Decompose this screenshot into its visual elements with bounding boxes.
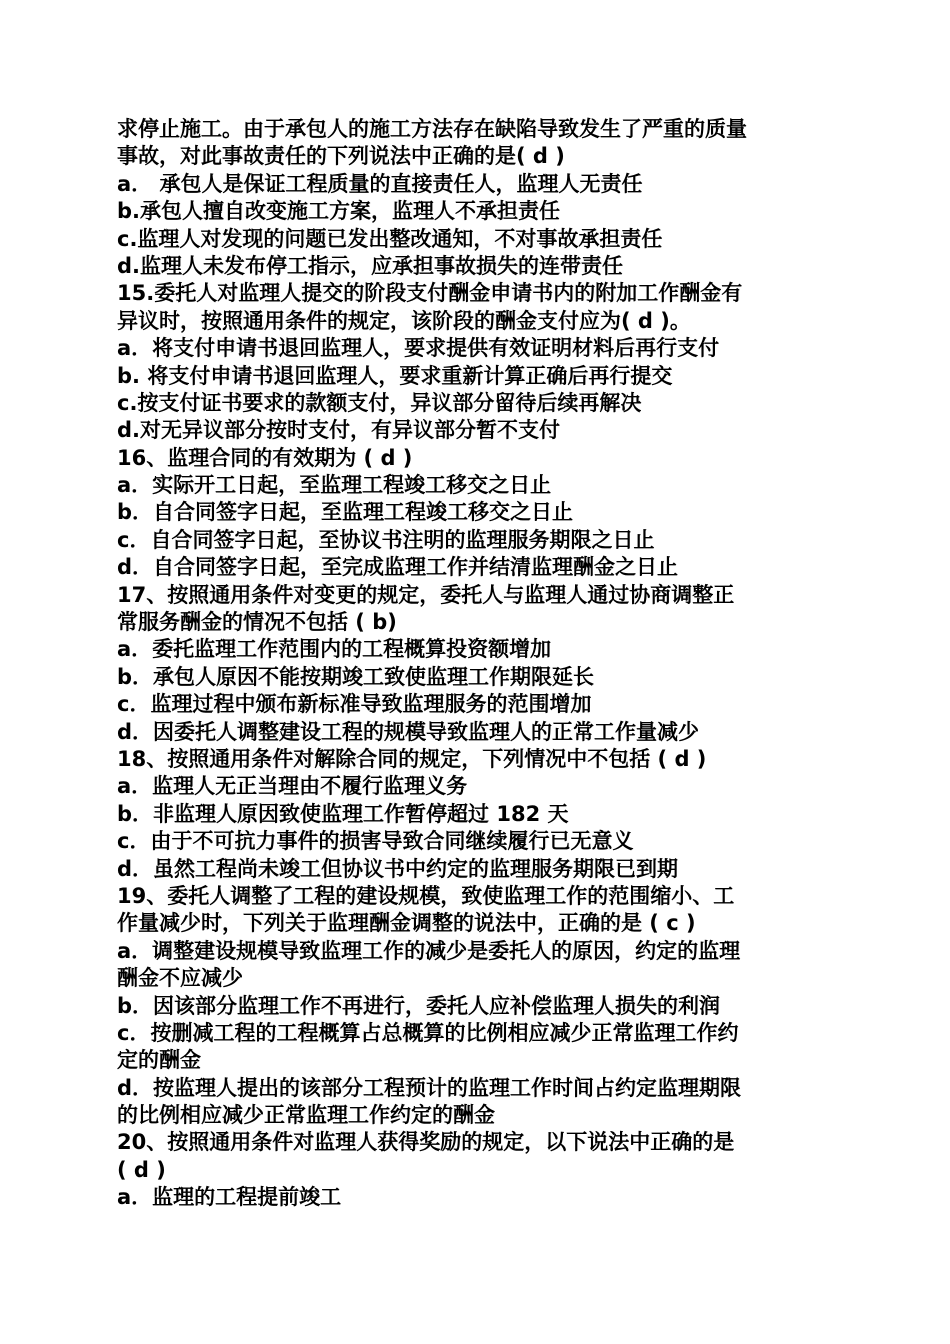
text-line: a．实际开工日起，至监理工程竣工移交之日止 (117, 473, 552, 498)
text-line: d.对无异议部分按时支付，有异议部分暂不支付 (117, 418, 561, 443)
text-line: b．非监理人原因致使监理工作暂停超过 182 天 (117, 801, 569, 826)
text-line: c．自合同签字日起，至协议书注明的监理服务期限之日止 (117, 527, 655, 552)
text-line: c.监理人对发现的问题已发出整改通知，不对事故承担责任 (117, 226, 663, 251)
document-page (117, 116, 839, 1212)
text-line: a．将支付申请书退回监理人，要求提供有效证明材料后再行支付 (117, 336, 720, 361)
text-line: b．自合同签字日起，至监理工程竣工移交之日止 (117, 500, 574, 525)
text-line: d．虽然工程尚未竣工但协议书中约定的监理服务期限已到期 (117, 856, 679, 881)
text-line: d．按监理人提出的该部分工程预计的监理工作时间占约定监理期限 (117, 1075, 742, 1100)
text-line: d．因委托人调整建设工程的规模导致监理人的正常工作量减少 (117, 719, 700, 744)
text-line: 酬金不应减少 (117, 966, 243, 991)
text-line: d.监理人未发布停工指示，应承担事故损失的连带责任 (117, 253, 624, 278)
text-line: a． 承包人是保证工程质量的直接责任人，监理人无责任 (117, 171, 643, 196)
question-line: 15.委托人对监理人提交的阶段支付酬金申请书内的附加工作酬金有 (117, 281, 743, 306)
text-line: c.按支付证书要求的款额支付，异议部分留待后续再解决 (117, 390, 642, 415)
text-line: b．承包人原因不能按期竣工致使监理工作期限延长 (117, 664, 595, 689)
text-line: a．调整建设规模导致监理工作的减少是委托人的原因，约定的监理 (117, 938, 741, 963)
text-line: b．因该部分监理工作不再进行，委托人应补偿监理人损失的利润 (117, 993, 721, 1018)
question-line: 16、监理合同的有效期为 ( d ) (117, 445, 413, 470)
question-line: 20、按照通用条件对监理人获得奖励的规定，以下说法中正确的是 (117, 1130, 735, 1155)
text-line: 常服务酬金的情况不包括 ( b) (117, 610, 397, 635)
text-line: c．按删减工程的工程概算占总概算的比例相应减少正常监理工作约 (117, 1020, 739, 1045)
text-line: c．监理过程中颁布新标准导致监理服务的范围增加 (117, 692, 592, 717)
text-line: 的比例相应减少正常监理工作约定的酬金 (117, 1103, 495, 1128)
text-line: 事故，对此事故责任的下列说法中正确的是( d ) (117, 144, 565, 169)
text-line: 异议时，按照通用条件的规定，该阶段的酬金支付应为( d )。 (117, 308, 691, 333)
text-line: a．监理的工程提前竣工 (117, 1185, 342, 1210)
text-line: 求停止施工。由于承包人的施工方法存在缺陷导致发生了严重的质量 (117, 117, 747, 141)
text-line: 作量减少时，下列关于监理酬金调整的说法中，正确的是 ( c ) (117, 911, 696, 936)
text-line: a．委托监理工作范围内的工程概算投资额增加 (117, 637, 552, 662)
text-line: ( d ) (117, 1157, 166, 1182)
text-line: 定的酬金 (117, 1048, 201, 1073)
text-line: a．监理人无正当理由不履行监理义务 (117, 774, 468, 799)
text-line: c．由于不可抗力事件的损害导致合同继续履行已无意义 (117, 829, 634, 854)
question-line: 17、按照通用条件对变更的规定，委托人与监理人通过协商调整正 (117, 582, 735, 607)
text-line: b.承包人擅自改变施工方案，监理人不承担责任 (117, 199, 561, 224)
question-line: 18、按照通用条件对解除合同的规定，下列情况中不包括 ( d ) (117, 746, 707, 771)
question-line: 19、委托人调整了工程的建设规模，致使监理工作的范围缩小、工 (117, 883, 735, 908)
text-line: b. 将支付申请书退回监理人，要求重新计算正确后再行提交 (117, 363, 673, 388)
text-line: d．自合同签字日起，至完成监理工作并结清监理酬金之日止 (117, 555, 679, 580)
